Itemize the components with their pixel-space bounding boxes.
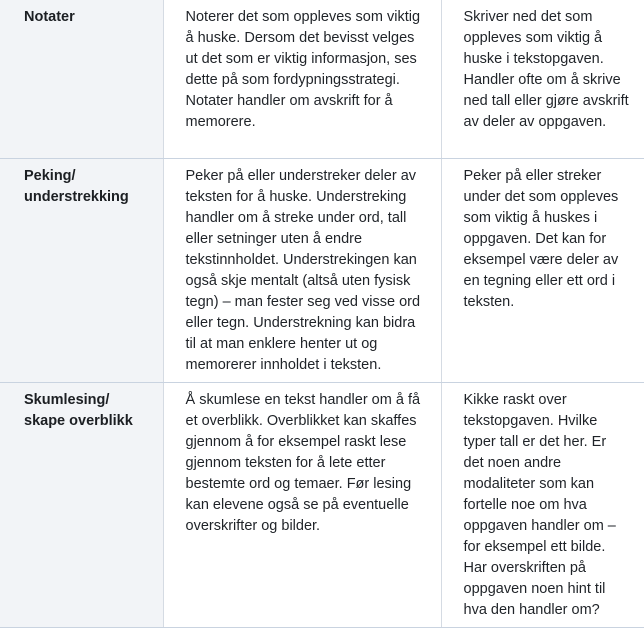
row-heading: Skumlesing/ skape overblikk xyxy=(0,382,163,627)
row-heading: Peking/ understrekking xyxy=(0,158,163,382)
row-description: Peker på eller understreker deler av teksten for å huske. Understreking handler om å streke under ord, tall eller setninger uten å endre tekstinnholdet. Understrekingen kan også skje mentalt (altså uten fysisk tegn) – man fester seg ved visse ord eller tegn. Understrekning kan bidra til at man enklere henter ut og memorerer innholdet i teksten. xyxy=(163,158,441,382)
row-example: Skriver ned det som oppleves som viktig å huske i tekstopgaven. Handler ofte om å skrive ned tall eller gjøre avskrift av deler av oppgaven. xyxy=(441,0,644,158)
row-example: Kikke raskt over tekstopgaven. Hvilke typer tall er det her. Er det noen andre modaliteter som kan fortelle noe om hva oppgaven handler om – for eksempel ett bilde. Har overskriften på oppgaven noen hint til hva den handler om? xyxy=(441,382,644,627)
row-heading: Notater xyxy=(0,0,163,158)
table-row xyxy=(0,0,644,158)
table-row xyxy=(0,158,644,382)
row-description: Noterer det som oppleves som viktig å huske. Dersom det bevisst velges ut det som er viktig informasjon, ses dette på som fordypningsstrategi. Notater handler om avskrift for å memorere. xyxy=(163,0,441,158)
table-row xyxy=(0,382,644,627)
row-description: Å skumlese en tekst handler om å få et overblikk. Overblikket kan skaffes gjennom å for eksempel raskt lese gjennom teksten for å lete etter bestemte ord og temaer. Før lesing kan elevene også se på eventuelle overskrifter og bilder. xyxy=(163,382,441,627)
row-example: Peker på eller streker under det som oppleves som viktig å huskes i oppgaven. Det kan for eksempel være deler av en tegning eller ett ord i teksten. xyxy=(441,158,644,382)
